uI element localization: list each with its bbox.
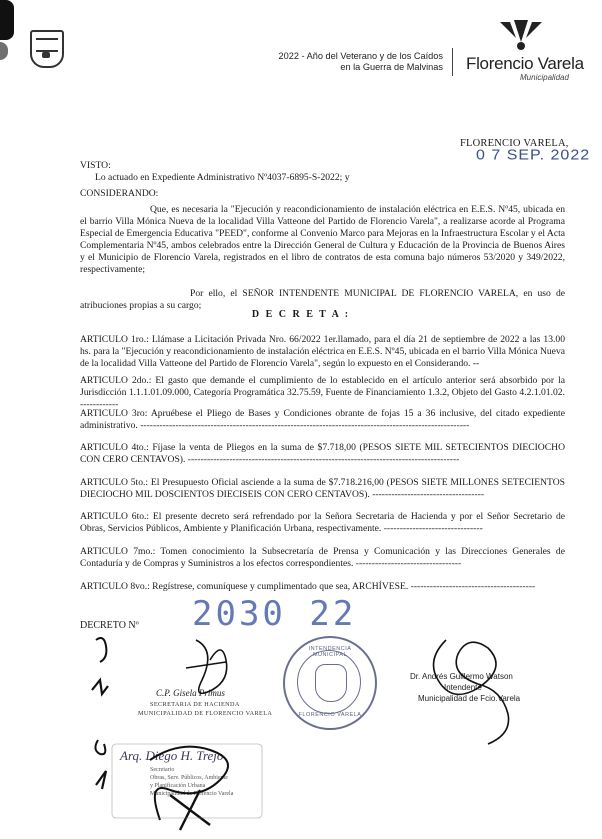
secretaria-name: C.P. Gisela Primus: [156, 688, 225, 698]
visto-heading: VISTO:: [80, 160, 111, 171]
margin-initial-mark: [96, 638, 106, 662]
municipal-crest-icon: [30, 30, 64, 68]
intendente-name: Dr. Andrés Guillermo Watson: [410, 672, 513, 681]
articulo-4: ARTICULO 4to.: Fíjase la venta de Pliegos en la suma de $7.718,00 (PESOS SIETE MIL SETECIENTOS DIECIOCHO CON CERO CENTAVOS). -------------------------------------------------------------------------------------: [80, 442, 565, 466]
secretaria-signature: [196, 640, 227, 693]
articulo-2: ARTICULO 2do.: El gasto que demande el cumplimiento de lo establecido en el artículo anterior será absorbido por la Jurisdicción 1.1.1.01.09.000, Categoría Programática 32.75.59, Fuente de Financiamiento 1.3.2, Objeto del Gasto 4.2.1.01.02. ------------: [80, 375, 565, 411]
secretaria-signature: [186, 662, 226, 668]
articulo-5: ARTICULO 5to.: El Presupuesto Oficial asciende a la suma de $7.718.216,00 (PESOS SIETE MILLONES SETECIENTOS DIECIOCHO MIL DOSCIENTOS DIECISEIS CON CERO CENTAVOS). -----------------------------------: [80, 477, 565, 501]
secretaria-role-1: SECRETARIA DE HACIENDA: [150, 701, 240, 708]
header-divider: [452, 48, 453, 76]
articulo-8: ARTICULO 8vo.: Regístrese, comuníquese y cumplimentado que sea, ARCHÍVESE. ---------------------------------------: [80, 581, 536, 592]
decreta-heading: D E C R E T A :: [251, 309, 351, 320]
margin-initial-mark: [96, 771, 106, 789]
obras-role-2: Obras, Serv. Públicos, Ambiente: [150, 775, 228, 781]
intendente-role-1: Intendente: [444, 683, 482, 692]
brand-subtitle: Municipalidad: [520, 73, 569, 82]
articulo-7: ARTICULO 7mo.: Tomen conocimiento la Subsecretaría de Prensa y Comunicación y las Direcciones Generales de Contaduría y de Compras y Suministros a los efectos correspondientes. ---------------------------------: [80, 546, 565, 570]
punch-hole-shadow: [0, 42, 8, 60]
por-ello-paragraph: Por ello, el SEÑOR INTENDENTE MUNICIPAL DE FLORENCIO VARELA, en uso de atribuciones propias a su cargo;: [80, 288, 565, 312]
intendente-role-2: Municipalidad de Fcio.Varela: [418, 694, 521, 703]
intendencia-seal: [283, 636, 377, 730]
articulo-3: ARTICULO 3ro: Apruébese el Pliego de Bases y Condiciones obrante de fojas 15 a 36 inclusive, del citado expediente administrativo. -------------------------------------------------------------------------------------------------------: [80, 408, 565, 432]
obras-role-3: y Planificación Urbana: [150, 783, 206, 789]
secretaria-role-2: MUNICIPALIDAD DE FLORENCIO VARELA: [138, 710, 273, 717]
motto-line-2: en la Guerra de Malvinas: [340, 62, 443, 72]
intendente-signature: [434, 640, 509, 744]
brand-name: Florencio Varela: [466, 54, 584, 73]
date-stamp: 0 7 SEP. 2022: [476, 147, 591, 164]
seal-text-bottom: FLORENCIO VARELA: [298, 712, 362, 718]
margin-initial-mark: [95, 740, 105, 754]
florencio-varela-logo-icon: [496, 18, 546, 52]
motto-line-1: 2022 - Año del Veterano y de los Caídos: [278, 51, 443, 61]
considerando-heading: CONSIDERANDO:: [80, 188, 159, 199]
visto-text: Lo actuado en Expediente Administrativo Nº4037-6895-S-2022; y: [95, 172, 350, 183]
obras-secretario-name: Arq. Diego H. Trejo: [120, 748, 224, 763]
obras-role-1: Secretario: [150, 767, 175, 773]
articulo-6: ARTICULO 6to.: El presente decreto será refrendado por la Señora Secretaria de Hacienda y por el Señor Secretario de Obras, Servicios Públicos, Ambiente y Planificación Urbana, respectivamente. -------------------------------: [80, 511, 565, 535]
decreto-number-stamp: 2030 22: [192, 594, 357, 634]
date-city: FLORENCIO VARELA,: [460, 138, 569, 149]
seal-text-top: INTENDENCIA MUNICIPAL: [308, 646, 352, 658]
considerando-text: Que, es necesaria la "Ejecución y reacondicionamiento de instalación eléctrica en E.E.S. Nº45, ubicada en el barrio Villa Mónica Nueva de la localidad Villa Vatteone del Partido de Florencio Varela", a realizarse acorde al Programa Especial de Emergencia Educativa "PEED", conforme al Convenio Marco para Mejoras en la Infraestructura Escolar y el Acta Complementaria Nº45, ambos celebrados entre la Dirección General de Cultura y Educación de la Provincia de Buenos Aires y el Municipio de Florencio Varela, registrados en el libro de contratos de esta comuna bajo números 53/2020 y 349/2022, respectivamente;: [80, 204, 566, 276]
decreto-label: DECRETO Nº: [80, 620, 139, 631]
obras-role-4: Municipalidad de Florencio Varela: [150, 791, 234, 797]
shield-icon: [315, 664, 347, 702]
margin-initial-mark: [92, 680, 108, 694]
articulo-1: ARTICULO 1ro.: Llámase a Licitación Privada Nro. 66/2022 1er.llamado, para el día 21 de septiembre de 2022 a las 13.00 hs. para la "Ejecución y reacondicionamiento de instalación eléctrica en E.E.S. Nº45, ubicada en el barrio Villa Mónica Nueva de la localidad Villa Vatteone del Partido de Florencio Varela", según lo expuesto en el Considerando. --: [80, 334, 565, 370]
obras-secretario-roles: [150, 766, 270, 798]
header-motto: [279, 51, 443, 73]
punch-hole-shadow: [0, 0, 14, 40]
